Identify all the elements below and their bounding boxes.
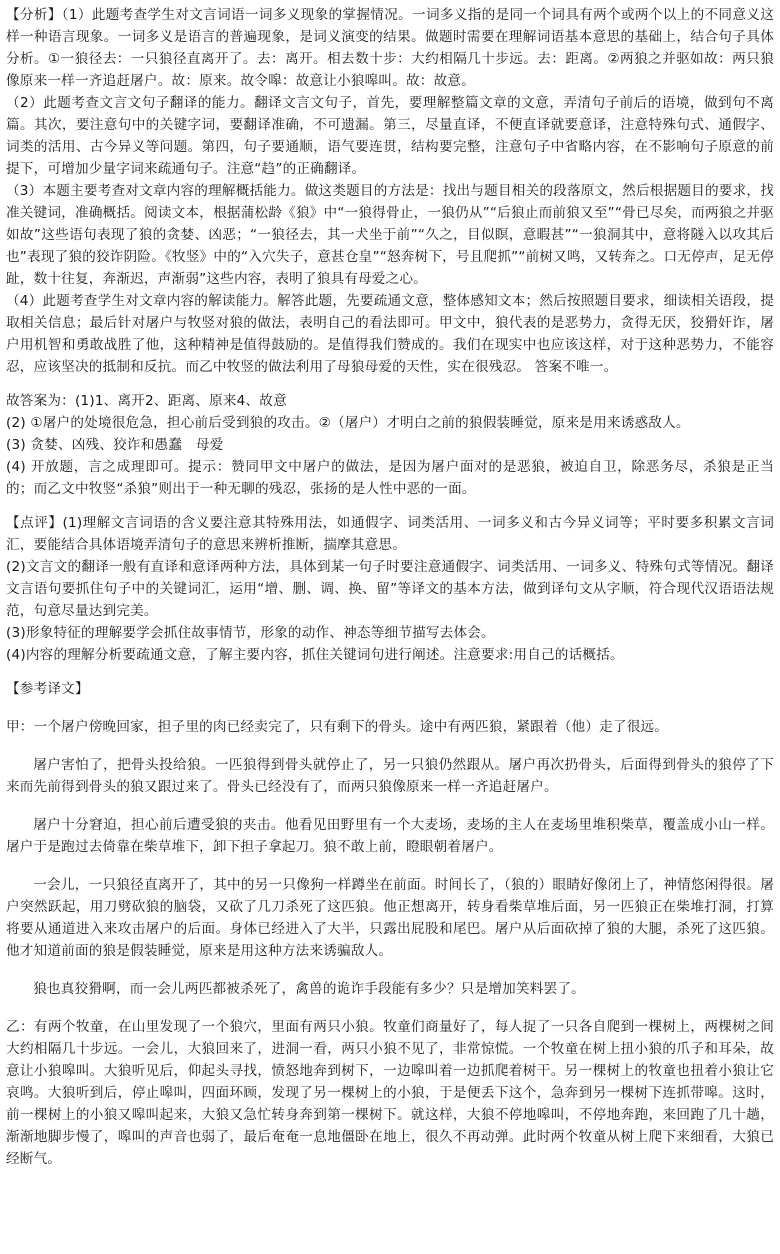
comment-paragraph-3: (3)形象特征的理解要学会抓住故事情节，形象的动作、神态等细节描写去体会。: [6, 625, 495, 641]
answers-section: [6, 390, 774, 500]
answer-line-1: 故答案为：(1)1、离开2、距离、原来4、故意: [6, 393, 287, 409]
analysis-paragraph-4: （4）此题考查学生对文章内容的解读能力。解答此题，先要疏通文意，整体感知文本；然后按照题目要求，细读相关语段，提取相关信息；最后针对屠户与牧竖对狼的做法，表明自己的看法即可。甲文中，狼代表的是恶势力，贪得无厌，狡猾奸诈，屠户用机智和勇敢战胜了他，这种精神是值得鼓励的。是值得我们赞成的。我们在现实中也应该这样，对于这种恶势力，不能容忍，应该坚决的抵制和反抗。而乙中牧竖的做法利用了母狼母爱的天性，实在很残忍。 答案不唯一。: [6, 293, 774, 375]
translation-section: [6, 678, 774, 1170]
comment-section: [6, 512, 774, 666]
translation-heading: 【参考译文】: [6, 681, 89, 697]
comment-paragraph-1: 【点评】(1)理解文言词语的含义要注意其特殊用法，如通假字、词类活用、一词多义和古今异义词等；平时要多积累文言词汇，要能结合具体语境弄清句子的意思来辨析推断，揣摩其意思。: [6, 515, 774, 553]
translation-paragraph-3: 屠户十分窘迫，担心前后遭受狼的夹击。他看见田野里有一个大麦场，麦场的主人在麦场里堆积柴草，覆盖成小山一样。屠户于是跑过去倚靠在柴草堆下，卸下担子拿起刀。狼不敢上前，瞪眼朝着屠户。: [6, 817, 774, 855]
translation-paragraph-5: 狼也真狡猾啊，而一会儿两匹都被杀死了，禽兽的诡诈手段能有多少？只是增加笑料罢了。: [33, 981, 585, 997]
analysis-section: [6, 4, 774, 378]
answer-line-4: (4) 开放题，言之成理即可。提示：赞同甲文中屠户的做法，是因为屠户面对的是恶狼，被迫自卫，除恶务尽，杀狼是正当的；而乙文中牧竖“杀狼”则出于一种无聊的残忍，张扬的是人性中恶的一面。: [6, 459, 774, 497]
answer-line-3: (3) 贪婪、凶残、狡诈和愚蠢 母爱: [6, 437, 224, 453]
comment-paragraph-2: (2)文言文的翻译一般有直译和意译两种方法，具体到某一句子时要注意通假字、词类活用、一词多义、特殊句式等情况。翻译文言语句要抓住句子中的关键词汇，运用“增、删、调、换、留”等译文的基本方法，做到译句文从字顺，符合现代汉语语法规范，句意尽量达到完美。: [6, 559, 774, 619]
answer-line-2: (2) ①屠户的处境很危急，担心前后受到狼的攻击。②（屠户）才明白之前的狼假装睡觉，原来是用来诱惑敌人。: [6, 415, 690, 431]
analysis-paragraph-1: 【分析】（1）此题考查学生对文言词语一词多义现象的掌握情况。一词多义指的是同一个词具有两个或两个以上的不同意义这样一种语言现象。一词多义是语言的普遍现象，是词义演变的结果。做题时需要在理解词语基本意思的基础上，结合句子具体分析。①一狼径去：一只狼径直离开了。去：离开。相去数十步：大约相隔几十步远。去：距离。②两狼之并驱如故：两只狼像原来一样一齐追赶屠户。故：原来。故令嗥：故意让小狼嗥叫。故：故意。: [6, 7, 774, 89]
comment-paragraph-4: (4)内容的理解分析要疏通文意，了解主要内容，抓住关键词句进行阐述。注意要求:用自己的话概括。: [6, 647, 624, 663]
translation-paragraph-6: 乙：有两个牧童，在山里发现了一个狼穴，里面有两只小狼。牧童们商量好了，每人捉了一只各自爬到一棵树上，两棵树之间大约相隔几十步远。一会儿，大狼回来了，进洞一看，两只小狼不见了，非常惊慌。一个牧童在树上扭小狼的爪子和耳朵，故意让小狼嗥叫。大狼听见后，仰起头寻找，愤怒地奔到树下，一边嗥叫着一边抓爬着树干。另一棵树上的牧童也扭着小狼让它哀鸣。大狼听到后，停止嗥叫，四面环顾，发现了另一棵树上的小狼，于是便丢下这个，急奔到另一棵树下连抓带嗥。这时，前一棵树上的小狼又嗥叫起来，大狼又急忙转身奔到第一棵树下。就这样，大狼不停地嗥叫，不停地奔跑，来回跑了几十趟，渐渐地脚步慢了，嗥叫的声音也弱了，最后奄奄一息地僵卧在地上，很久不再动弹。此时两个牧童从树上爬下来细看，大狼已经断气。: [6, 1019, 774, 1167]
translation-paragraph-1: 甲：一个屠户傍晚回家，担子里的肉已经卖完了，只有剩下的骨头。途中有两匹狼，紧跟着（他）走了很远。: [6, 719, 669, 735]
analysis-paragraph-3: （3）本题主要考查对文章内容的理解概括能力。做这类题目的方法是：找出与题目相关的段落原文，然后根据题目的要求，找准关键词，准确概括。阅读文本，根据蒲松龄《狼》中“一狼得骨止，一狼仍从”“后狼止而前狼又至”“骨已尽矣，而两狼之并驱如故”这些语句表现了狼的贪婪、凶恶；“一狼径去，其一犬坐于前”“久之，目似瞑，意暇甚”“一狼洞其中，意将隧入以攻其后也”表现了狼的狡诈阴险。《牧竖》中的“入穴失子，意甚仓皇”“怒奔树下，号且爬抓”“前树又鸣，又转奔之。口无停声，足无停趾，数十往复，奔渐迟，声渐弱”这些内容，表明了狼具有母爱之心。: [6, 183, 774, 287]
translation-paragraph-4: 一会儿，一只狼径直离开了，其中的另一只像狗一样蹲坐在前面。时间长了，（狼的）眼睛好像闭上了，神情悠闲得很。屠户突然跃起，用刀劈砍狼的脑袋，又砍了几刀杀死了这匹狼。他正想离开，转身看柴草堆后面，另一匹狼正在柴堆打洞，打算将要从通道进入来攻击屠户的后面。身体已经进入了大半，只露出屁股和尾巴。屠户从后面砍掉了狼的大腿，杀死了这匹狼。他才知道前面的狼是假装睡觉，原来是用这种方法来诱骗敌人。: [6, 877, 774, 959]
analysis-paragraph-2: （2）此题考查文言文句子翻译的能力。翻译文言文句子，首先，要理解整篇文章的文意，弄清句子前后的语境，做到句不离篇。其次，要注意句中的关键字词，要翻译准确，不可遗漏。第三，尽量直译，不便直译就要意译，注意特殊句式、通假字、词类的活用、古今异义等问题。第四，句子要通顺，语气要连贯，结构要完整，注意句子中省略内容，在不影响句子原意的前提下，可增加少量字词来疏通句子。注意“趋”的正确翻译。: [6, 95, 774, 177]
translation-paragraph-2: 屠户害怕了，把骨头投给狼。一匹狼得到骨头就停止了，另一只狼仍然跟从。屠户再次扔骨头，后面得到骨头的狼停了下来而先前得到骨头的狼又跟过来了。骨头已经没有了，而两只狼像原来一样一齐追赶屠户。: [6, 757, 774, 795]
